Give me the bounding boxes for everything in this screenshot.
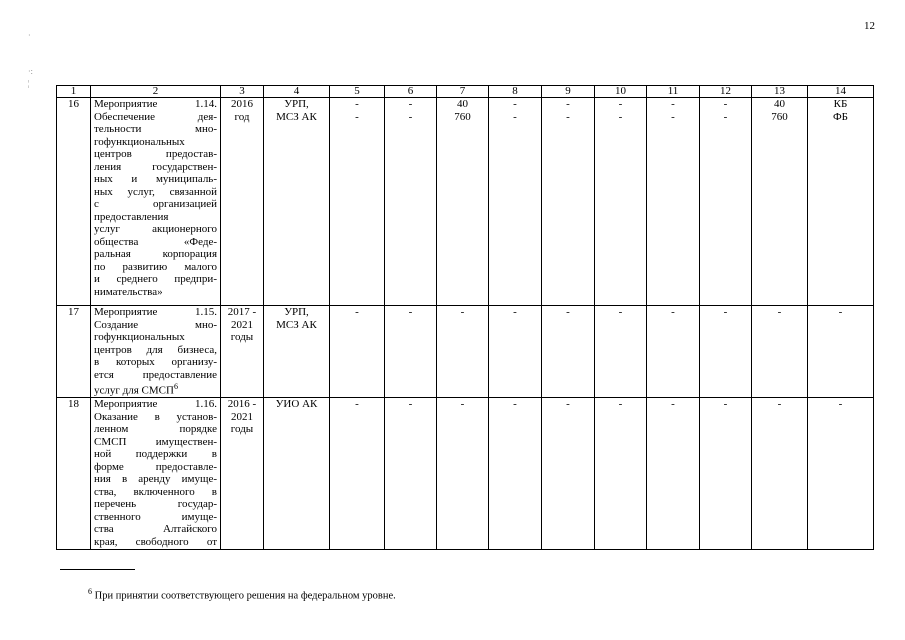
row-number: 18 (68, 398, 79, 411)
cell-line: 760 (454, 111, 471, 123)
cell-line: - (723, 398, 728, 411)
cell-line: ных и муниципаль- (94, 173, 217, 185)
column-header: 12 (700, 86, 752, 98)
cell-period (221, 398, 264, 550)
cell-c7 (437, 98, 489, 306)
cell-line: Оказание в установ- (94, 410, 217, 423)
cell-line: - (618, 398, 623, 411)
cell-c14 (808, 306, 874, 398)
cell-line: - (618, 306, 623, 318)
cell-line: Обеспечение дея- (94, 110, 217, 123)
cell-measure-description (91, 98, 221, 306)
cell-line: в которых организу- (94, 356, 217, 368)
cell-line: годы (230, 331, 254, 343)
cell-line: - (671, 98, 675, 110)
cell-c5 (330, 398, 385, 550)
cell-line: - (355, 98, 359, 110)
cell-executor (264, 98, 330, 306)
cell-line: - (513, 111, 517, 123)
cell-c5 (330, 98, 385, 306)
footnote-text: При принятии соответствующего решения на федеральном уровне. (94, 590, 396, 602)
cell-line: - (566, 111, 570, 123)
cell-line: края, свободного от (94, 535, 217, 548)
cell-line: 2016 - (227, 398, 257, 411)
cell-line: МСЗ АК (276, 318, 317, 331)
cell-line: гофункциональных (94, 331, 185, 343)
cell-c11 (647, 98, 700, 306)
cell-line: МСЗ АК (276, 110, 317, 123)
cell-line: ется предоставление (94, 368, 217, 381)
header-row (57, 86, 874, 98)
cell-line: ства, включенного в (94, 485, 217, 498)
cell-line: ной поддержки в (94, 448, 217, 461)
cell-line: гофункциональных (94, 135, 185, 148)
cell-line: с организацией (94, 198, 217, 210)
cell-c10 (595, 98, 647, 306)
cell-line: - (777, 306, 782, 318)
cell-c5 (330, 306, 385, 398)
table-row (57, 98, 874, 306)
cell-line: перечень государ- (94, 498, 217, 511)
cell-line: - (671, 306, 675, 318)
cell-line: - (723, 306, 728, 318)
column-header: 13 (752, 86, 808, 98)
cell-line: - (408, 306, 413, 318)
cell-line: год (234, 110, 250, 123)
cell-line: - (355, 306, 359, 318)
column-header: 1 (57, 86, 91, 98)
cell-line: 2017 - (227, 306, 257, 318)
scan-margin-marks: · ·: ¦ (28, 31, 33, 88)
column-header: 14 (808, 86, 874, 98)
cell-period (221, 306, 264, 398)
cell-line: предоставления (94, 210, 169, 223)
cell-line: - (838, 306, 843, 318)
cell-line: - (618, 111, 623, 123)
cell-c8 (489, 398, 542, 550)
cell-line: СМСП имуществен- (94, 435, 217, 448)
row-number: 16 (68, 98, 79, 110)
cell-line: - (838, 398, 843, 411)
cell-c14 (808, 398, 874, 550)
cell-line: - (408, 98, 413, 110)
cell-c12 (700, 306, 752, 398)
cell-line: - (355, 398, 359, 411)
cell-line: ственного имуще- (94, 510, 217, 523)
column-header: 3 (221, 86, 264, 98)
cell-c9 (542, 306, 595, 398)
cell-line: центров предостав- (94, 148, 217, 160)
cell-c13 (752, 398, 808, 550)
cell-line: тельности мно- (94, 123, 217, 135)
column-header: 7 (437, 86, 489, 98)
cell-row-number (57, 306, 91, 398)
cell-line: ных услуг, связанной (94, 185, 217, 198)
cell-line: форме предоставле- (94, 460, 217, 473)
cell-c12 (700, 98, 752, 306)
cell-line: - (723, 111, 728, 123)
cell-line: - (408, 111, 413, 123)
cell-c10 (595, 306, 647, 398)
cell-line: - (460, 398, 465, 411)
cell-line: общества «Феде- (94, 235, 217, 248)
cell-line: по развитию малого (94, 260, 217, 273)
cell-line: - (671, 111, 675, 123)
page-number: 12 (864, 20, 875, 32)
cell-c10 (595, 398, 647, 550)
cell-line: 40 (774, 98, 785, 110)
cell-line: и среднего предпри- (94, 273, 217, 285)
cell-line: - (513, 398, 517, 411)
cell-line: ния в аренду имуще- (94, 473, 217, 486)
column-header: 6 (385, 86, 437, 98)
cell-line: Создание мно- (94, 318, 217, 331)
cell-c11 (647, 306, 700, 398)
table-row (57, 398, 874, 550)
cell-executor (264, 306, 330, 398)
cell-line: УИО АК (275, 398, 318, 411)
column-header: 11 (647, 86, 700, 98)
cell-line: - (566, 398, 570, 411)
column-header: 10 (595, 86, 647, 98)
cell-line: 2016 (231, 98, 253, 110)
cell-c13 (752, 306, 808, 398)
cell-row-number (57, 98, 91, 306)
cell-c13 (752, 98, 808, 306)
cell-line: КБ (833, 98, 848, 110)
cell-line: 2021 (231, 410, 253, 423)
footnote-separator (60, 569, 135, 570)
cell-line: - (618, 98, 623, 110)
cell-line: УРП, (284, 98, 309, 110)
column-header: 5 (330, 86, 385, 98)
footnote-marker: 6 (88, 587, 92, 596)
cell-line: ления государствен- (94, 160, 217, 173)
cell-line: ральная корпорация (94, 248, 217, 260)
cell-c7 (437, 306, 489, 398)
cell-line: УРП, (284, 306, 309, 318)
cell-line: услуг для СМСП (94, 384, 174, 397)
cell-line: - (355, 111, 359, 123)
cell-measure-description (91, 398, 221, 550)
footnote-reference: 6 (173, 382, 178, 391)
cell-line: - (723, 98, 728, 110)
cell-c9 (542, 98, 595, 306)
cell-c8 (489, 306, 542, 398)
cell-c6 (385, 306, 437, 398)
cell-line: ства Алтайского (94, 523, 217, 536)
footnote (88, 587, 396, 602)
cell-line: ФБ (832, 111, 848, 123)
cell-row-number (57, 398, 91, 550)
cell-line: центров для бизнеса, (94, 343, 217, 356)
column-header: 2 (91, 86, 221, 98)
cell-c14 (808, 98, 874, 306)
column-header: 4 (264, 86, 330, 98)
cell-line: Мероприятие 1.14. (94, 98, 217, 110)
cell-c9 (542, 398, 595, 550)
cell-executor (264, 398, 330, 550)
cell-line: - (460, 306, 465, 318)
cell-line: 40 (457, 98, 468, 110)
cell-line: - (513, 98, 517, 110)
cell-c11 (647, 398, 700, 550)
cell-line: 760 (771, 111, 788, 123)
cell-line: - (408, 398, 413, 411)
cell-line: - (513, 306, 517, 318)
cell-c12 (700, 398, 752, 550)
table-row (57, 306, 874, 398)
row-number: 17 (68, 306, 79, 318)
cell-measure-description (91, 306, 221, 398)
cell-period (221, 98, 264, 306)
cell-line: Мероприятие 1.16. (94, 398, 217, 411)
cell-line: - (566, 98, 570, 110)
cell-c7 (437, 398, 489, 550)
cell-line: Мероприятие 1.15. (94, 306, 217, 318)
cell-line: - (777, 398, 782, 411)
cell-line: годы (230, 423, 254, 436)
cell-line: ленном порядке (94, 423, 217, 436)
column-header: 8 (489, 86, 542, 98)
cell-line: 2021 (231, 318, 253, 331)
cell-c6 (385, 398, 437, 550)
column-header: 9 (542, 86, 595, 98)
cell-c8 (489, 98, 542, 306)
cell-line: услуг акционерного (94, 223, 217, 235)
cell-line: - (671, 398, 675, 411)
cell-line: нимательства» (94, 285, 163, 298)
cell-line: - (566, 306, 570, 318)
measures-table (56, 85, 874, 550)
cell-c6 (385, 98, 437, 306)
